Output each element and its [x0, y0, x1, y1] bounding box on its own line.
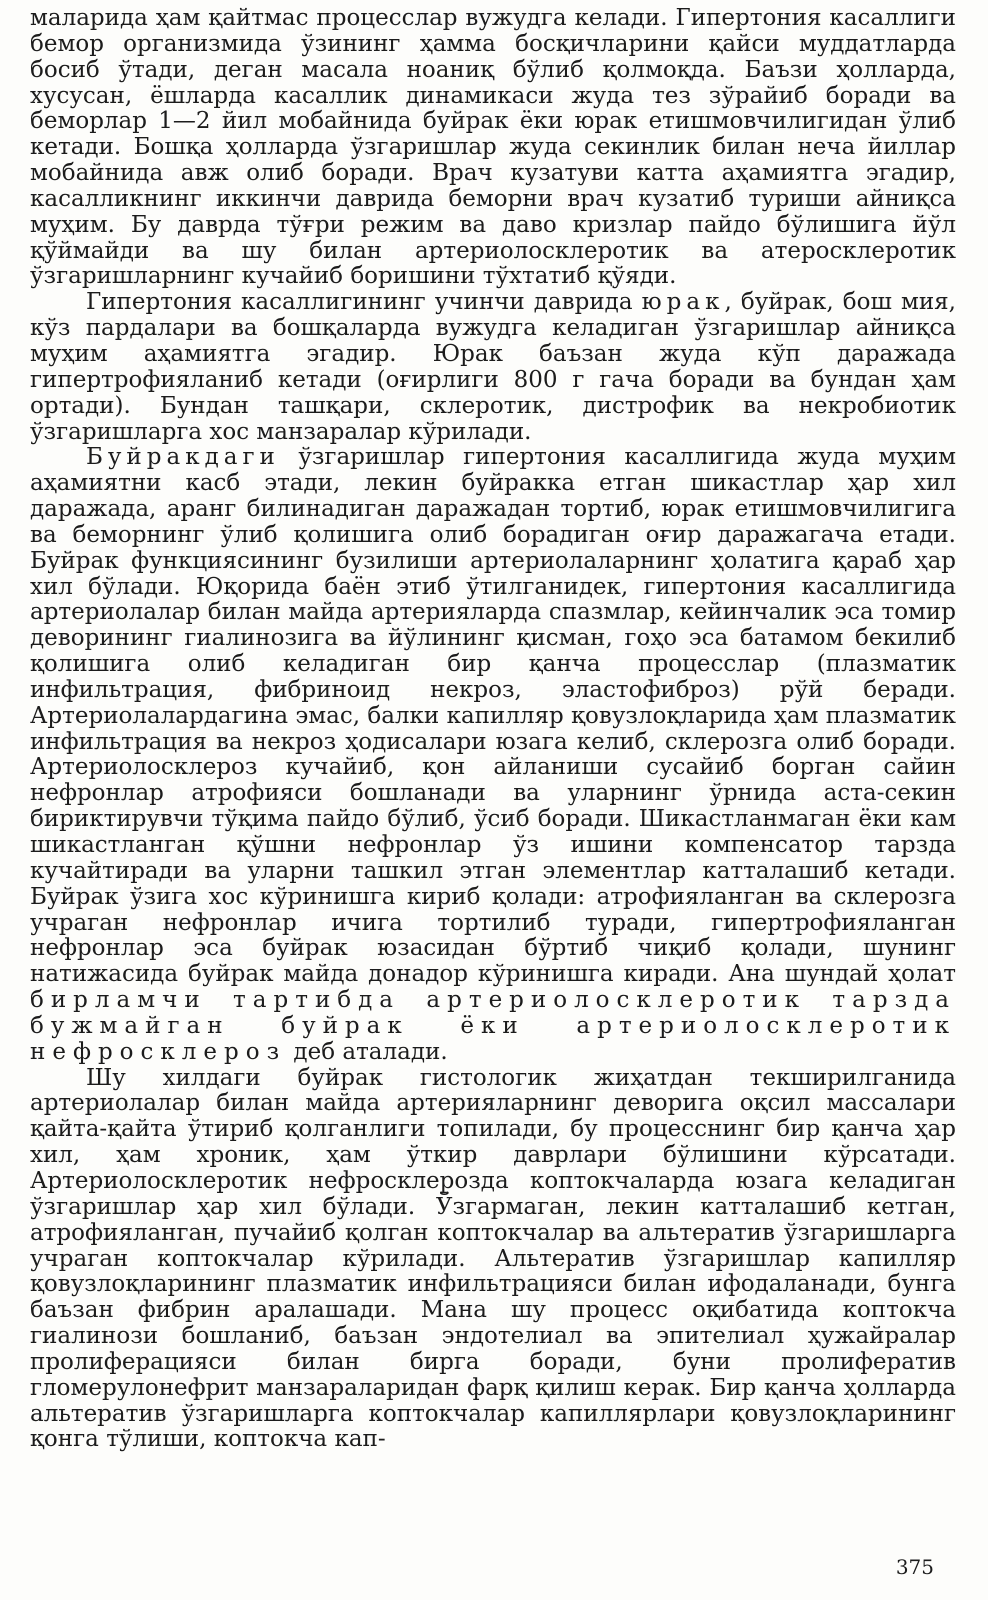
paragraph-2-text-start: Гипертония касаллигининг учинчи даврида — [86, 289, 642, 316]
paragraph-1-text: маларида ҳам қайтмас процесслар вужудга келади. Гипертония касаллиги бемор организмида ўзининг ҳамма босқичларини қайси муддатларда босиб ўтади, деган масала ноаниқ бўлиб қолмоқда. Баъзи ҳолларда, хусусан, ёшларда касаллик динамикаси жуда тез зўрайиб боради ва беморлар 1—2 йил мобайнида буйрак ёки юрак етишмовчилигидан ўлиб кетади. Бошқа ҳолларда ўзгаришлар жуда секинлик билан неча йиллар мобайнида авж олиб боради. Врач кузатуви катта аҳамиятга эгадир, касалликнинг иккинчи даврида беморни врач кузатиб туриши айниқса муҳим. Бу даврда тўғри режим ва даво кризлар пайдо бўлишига йўл қўймайди ва шу билан артериолосклеротик ва атеросклеротик ўзгаришларнинг кучайиб боришини тўхтатиб қўяди. — [30, 5, 956, 290]
spaced-term-kidney: Буйракдаги — [86, 444, 280, 471]
paragraph-3-text: ўзгаришлар гипертония касаллигида жуда муҳим аҳамиятни касб этади, лекин буйракка етган шикастлар ҳар хил даражада, аранг билинадиган даражадан тортиб, юрак етишмовчилигига ва беморнинг ўлиб қолишига олиб борадиган оғир даражагача етади. Буйрак функциясининг бузилиши артериолаларнинг ҳолатига қараб ҳар хил бўлади. Юқорида баён этиб ўтилганидек, гипертония касаллигида артериолалар билан майда артерияларда спазмлар, кейинчалик эса томир деворининг гиалинозига ва йўлининг қисман, гоҳо эса батамом бекилиб қолишига олиб келадиган бир қанча процесслар (плазматик инфильтрация, фибриноид некроз, эластофиброз) рўй беради. Артериолалардагина эмас, балки капилляр қовузлоқларида ҳам плазматик инфильтрация ва некроз ҳодисалари юзага келиб, склерозга олиб боради. Артериолосклероз кучайиб, қон айланиши сусайиб борган сайин нефронлар атрофияси бошланади ва уларнинг ўрнида аста-секин бириктирувчи тўқима пайдо бўлиб, ўсиб боради. Шикастланмаган ёки кам шикастланган қўшни нефронлар ўз ишини компенсатор тарзда кучайтиради ва уларни ташкил этган элементлар катталашиб кетади. Буйрак ўзига хос кўринишга кириб қолади: атрофияланган ва склерозга учраган нефронлар ичига тортилиб туради, гипертрофияланган нефронлар эса буйрак юзасидан бўртиб чиқиб қолади, шунинг натижасида буйрак майда донадор кўринишга киради. Ана шундай ҳолат — [30, 444, 956, 988]
paragraph-2-text-end: , буйрак, бош мия, кўз пардалари ва бошқаларда вужудга келадиган ўзгаришлар айниқса муҳим аҳамиятга эгадир. Юрак баъзан жуда кўп даражада гипертрофияланиб кетади (оғирлиги 800 г гача боради ва бундан ҳам ортади). Бундан ташқари, склеротик, дистрофик ва некробиотик ўзгаришларга хос манзаралар кўрилади. — [30, 289, 956, 445]
page-number: 375 — [895, 1555, 934, 1579]
paragraph-4-text: Шу хилдаги буйрак гистологик жиҳатдан текширилганида артериолалар билан майда артерияларнинг деворига оқсил массалари қайта-қайта ўтириб қолганлиги топилади, бу процесснинг бир қанча ҳар хил, ҳам хроник, ҳам ўткир даврлари бўлишини кўрсатади. Артериолосклеротик нефросклерозда коптокчаларда юзага келадиган ўзгаришлар ҳар хил бўлади. Ўзгармаган, лекин катталашиб кетган, атрофияланган, пучайиб қолган коптокчалар ва альтератив ўзгаришларга учраган коптокчалар кўрилади. Альтератив ўзгаришлар капилляр қовузлоқларининг плазматик инфильтрацияси билан ифодаланади, бунга баъзан фибрин аралашади. Мана шу процесс оқибатида коптокча гиалинози бошланиб, баъзан эндотелиал ва эпителиал ҳужайралар пролиферацияси билан бирга боради, буни пролифератив гломерулонефрит манзараларидан фарқ қилиш керак. Бир қанча ҳолларда альтератив ўзгаришларга коптокчалар капиллярлари қовузлоқларининг қонга тўлиши, коптокча кап- — [30, 1064, 956, 1453]
paragraph-3 — [30, 445, 956, 1065]
spaced-term-nephrosclerosis: бирламчи тартибда артериолосклеротик тарзда бужмайган буйрак ёки артериолосклеротик нефросклероз — [30, 987, 956, 1065]
body-text — [30, 6, 956, 1453]
spaced-term-heart: юрак — [641, 289, 725, 316]
paragraph-1 — [30, 6, 956, 290]
paragraph-2 — [30, 290, 956, 445]
paragraph-4 — [30, 1066, 956, 1454]
paragraph-3-text-end: деб аталади. — [286, 1038, 448, 1065]
